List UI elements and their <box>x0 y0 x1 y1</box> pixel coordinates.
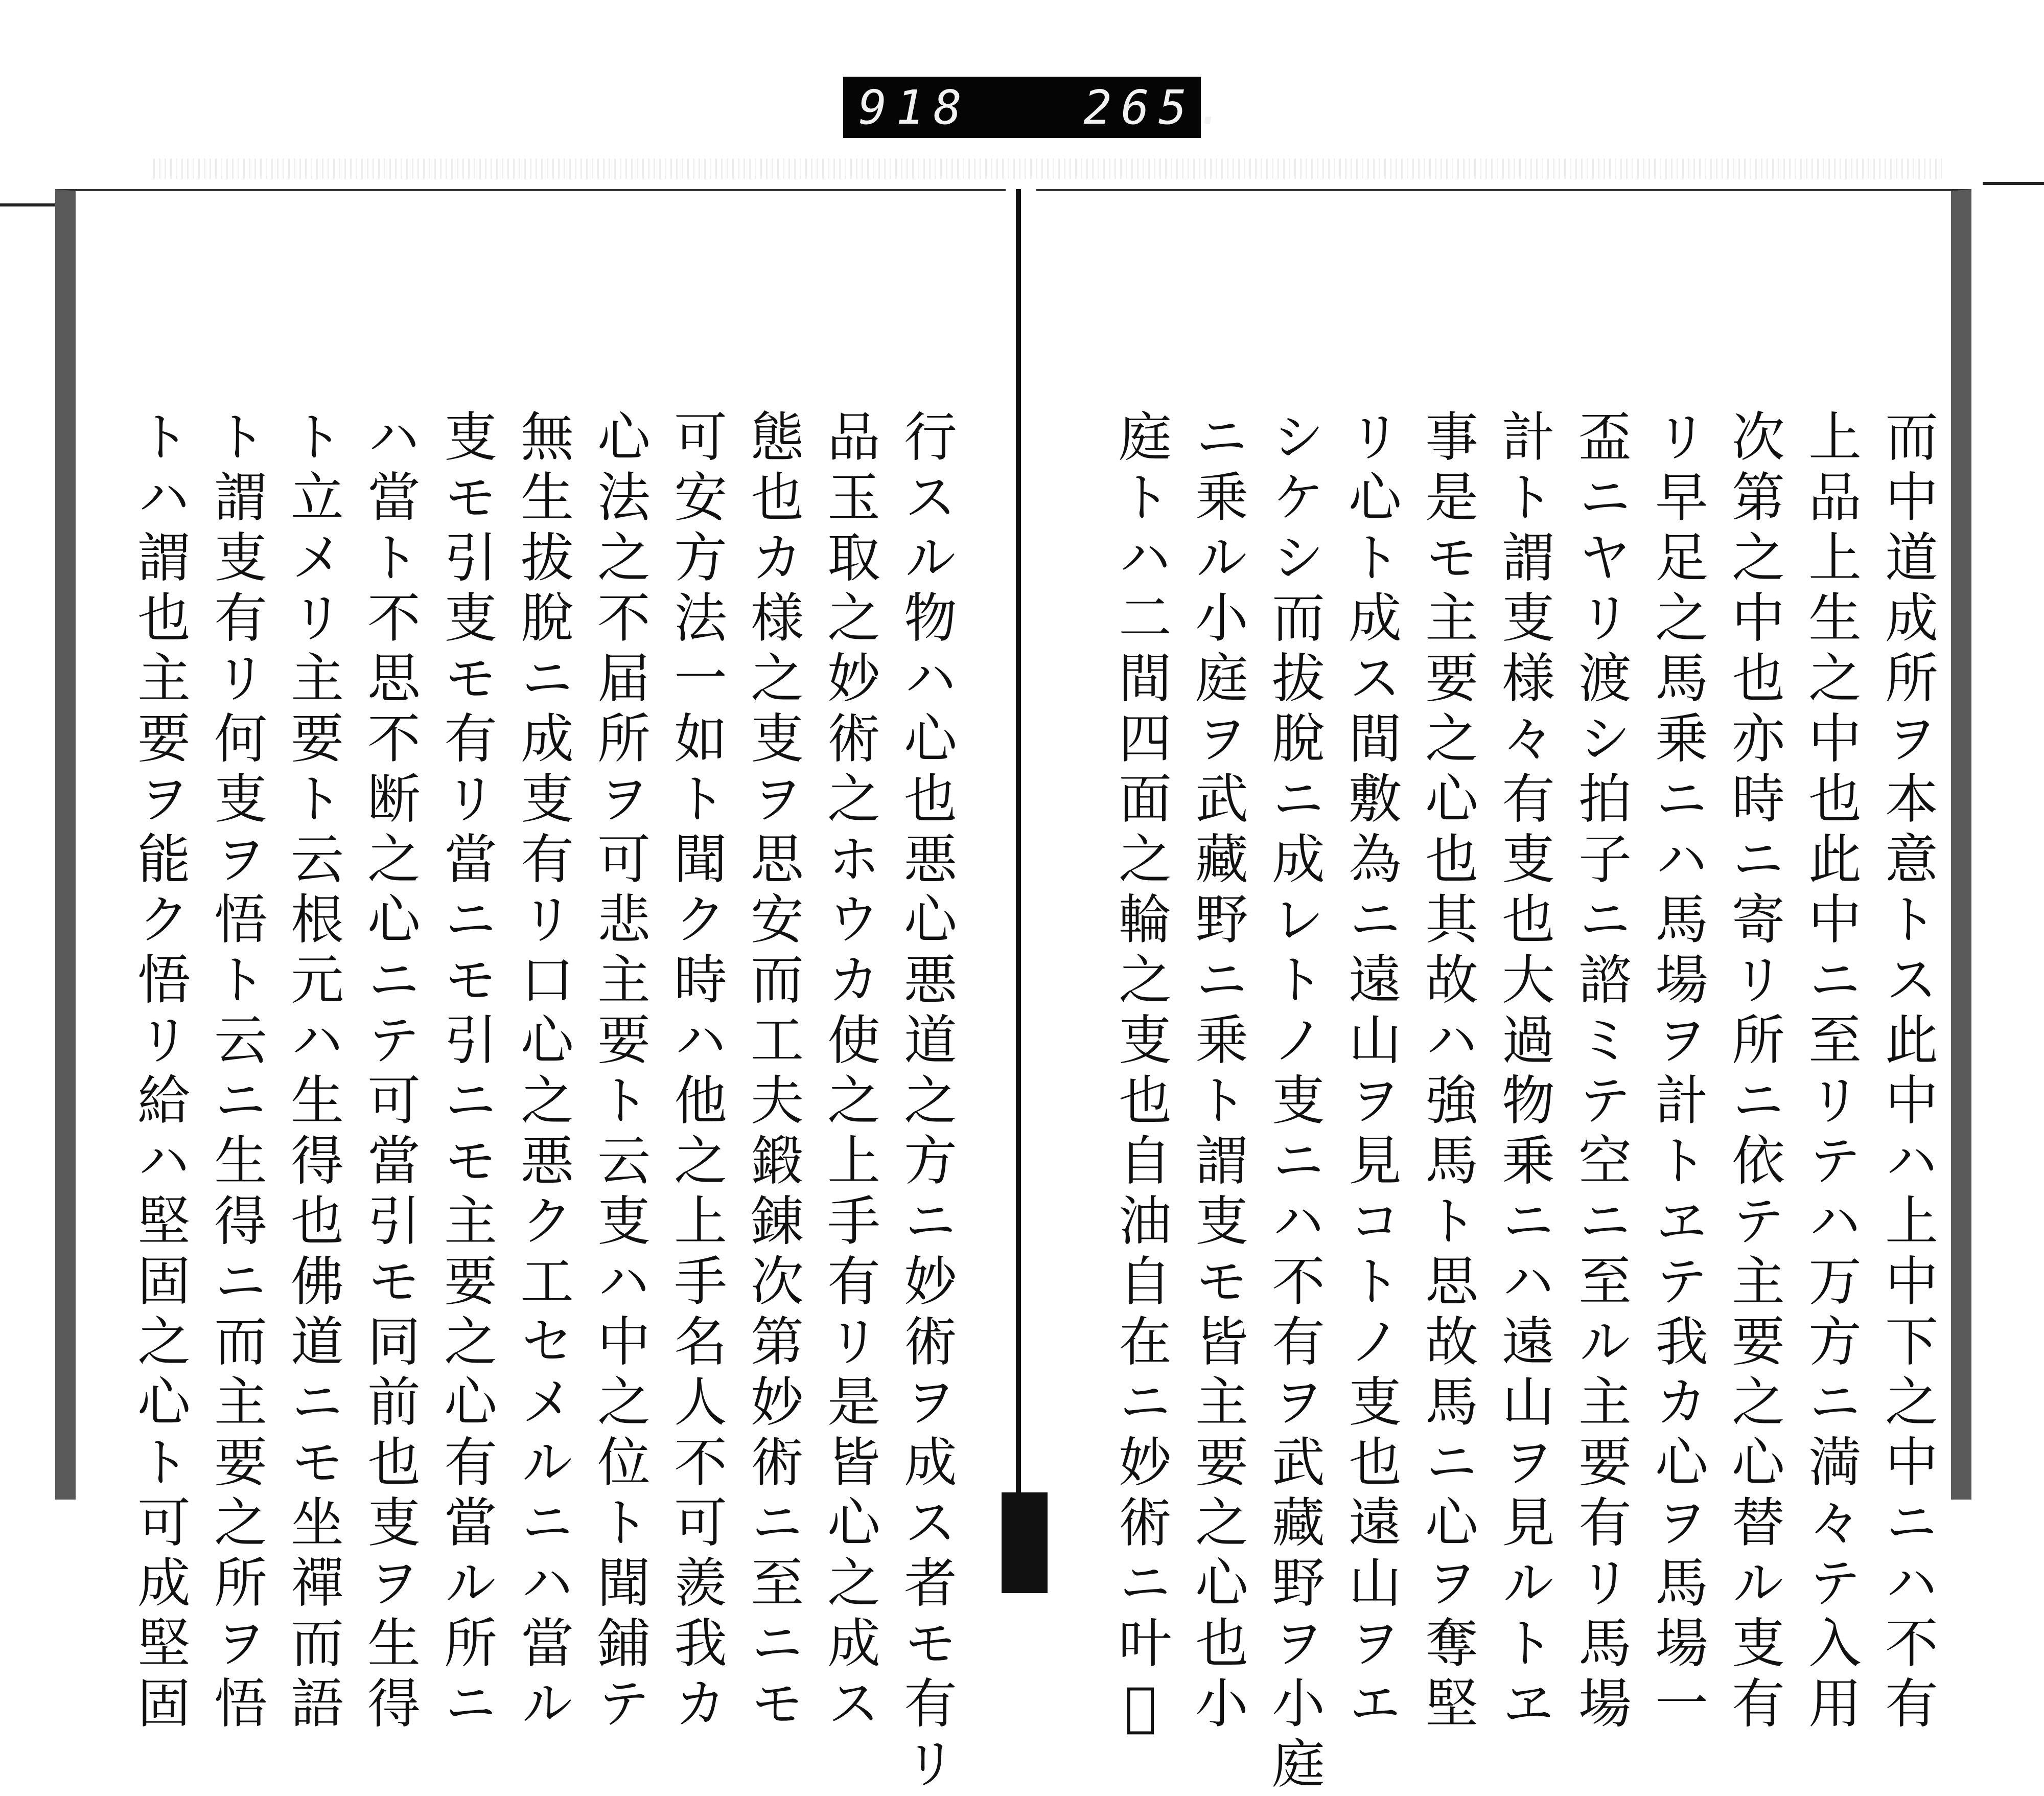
left-page-column: 態也カ様之叓ヲ思安而工夫鍛錬次第妙術ニ至ニモ <box>741 409 804 1736</box>
left-page-column: 品玉取之妙術之ホウカ使之上手有リ是皆心之成ス <box>818 409 880 1736</box>
right-page-column: 盃ニヤリ渡シ拍子ニ諮ミテ空ニ至ル主要有リ馬場 <box>1569 409 1632 1736</box>
left-page-column: 心法之不届所ヲ可悲主要ト云叓ハ中之位ト聞鋪テ <box>588 409 651 1736</box>
left-page-column: 可安方法一如ト聞ク時ハ他之上手名人不可羨我カ <box>665 409 727 1736</box>
left-page-column: トハ謂也主要ヲ能ク悟リ給ハ堅固之心ト可成堅固 <box>128 409 191 1736</box>
label-right-number: 265. <box>1083 80 1234 135</box>
left-page-column: 無生拔脫ニ成叓有リ口心之悪ク工セメルニハ當ル <box>512 409 574 1736</box>
right-page-column: 事是モ主要之心也其故ハ強馬ト思故馬ニ心ヲ奪堅 <box>1416 409 1478 1736</box>
label-left-number: 918 <box>858 80 971 135</box>
left-edge-line <box>0 203 61 206</box>
label-spacer <box>971 80 1083 135</box>
right-edge-line <box>1983 182 2044 185</box>
right-page-column: 次第之中也亦時ニ寄リ所ニ依テ主要之心替ル叓有 <box>1723 409 1785 1736</box>
left-page-column: ト謂叓有リ何叓ヲ悟ト云ニ生得ニ而主要之所ヲ悟 <box>205 409 267 1736</box>
right-page-column: ニ乗ル小庭ヲ武藏野ニ乗ト謂叓モ皆主要之心也小 <box>1186 409 1248 1736</box>
right-page-column: リ早足之馬乗ニハ馬場ヲ計トヱテ我カ心ヲ馬場一 <box>1646 409 1708 1736</box>
right-page-column: 而中道成所ヲ本意トス此中ハ上中下之中ニハ不有 <box>1876 409 1938 1736</box>
right-page-column: 計ト謂叓様々有叓也大過物乗ニハ遠山ヲ見ルトヱ <box>1493 409 1555 1736</box>
gutter-shadow-block <box>1002 1492 1048 1593</box>
right-page-column: 庭トハ二間四面之輪之叓也自油自在ニ妙術ニ叶𠯁 <box>1109 409 1172 1745</box>
left-page-column: 行スル物ハ心也悪心悪道之方ニ妙術ヲ成ス者モ有リ <box>895 409 957 1796</box>
left-page-column: ハ當ト不思不断之心ニテ可當引モ同前也叓ヲ生得 <box>358 409 421 1736</box>
right-page-column: 上品上生之中也此中ニ至リテハ万方ニ満々テ入用 <box>1799 409 1862 1736</box>
book-gutter <box>1006 189 1036 1528</box>
left-page-column: ト立メリ主要ト云根元ハ生得也佛道ニモ坐禪而語 <box>282 409 344 1736</box>
left-page-column: 叓モ引叓モ有リ當ニモ引ニモ主要之心有當ル所ニ <box>435 409 497 1736</box>
archive-number-label <box>843 77 1234 138</box>
right-page-column: シケシ而拔脫ニ成レトノ叓ニハ不有ヲ武藏野ヲ小庭 <box>1263 409 1325 1796</box>
right-page-column: リ心ト成ス間敷為ニ遠山ヲ見コトノ叓也遠山ヲエ <box>1339 409 1402 1736</box>
scan-noise-band <box>153 158 1942 179</box>
